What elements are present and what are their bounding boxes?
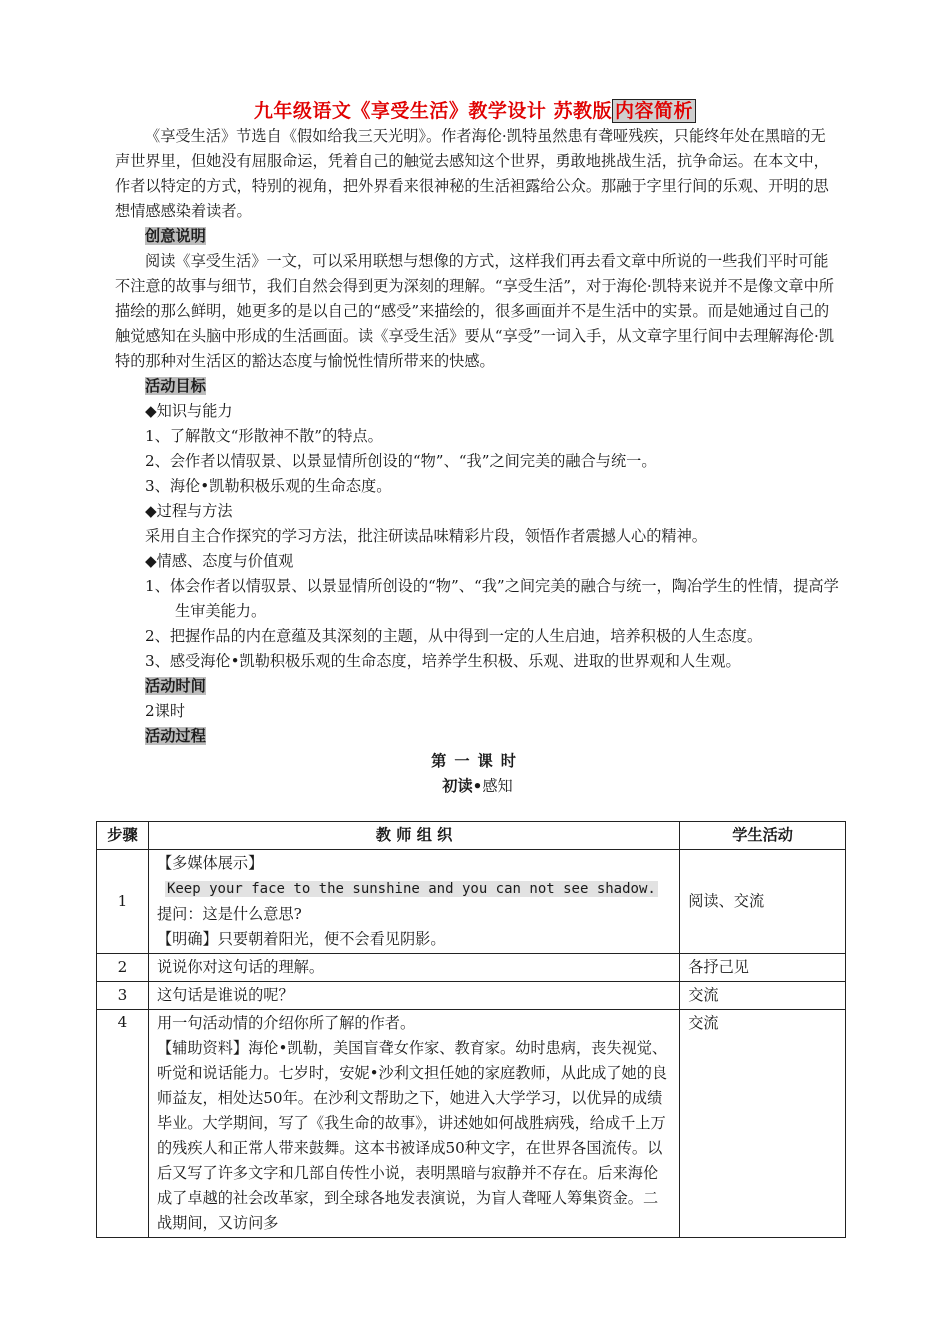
time-heading: 活动时间 — [145, 677, 206, 695]
student-cell: 阅读、交流 — [680, 850, 846, 954]
lesson-title: 第一课时 — [431, 752, 524, 770]
table-header-row — [97, 822, 846, 850]
teacher-cell: 这句话是谁说的呢？ — [148, 982, 679, 1010]
title-main: 九年级语文《享受生活》教学设计 苏教版 — [253, 100, 613, 122]
goal-emotion-title: ◆情感、态度与价值观 — [145, 552, 294, 570]
lesson-table — [96, 821, 846, 1238]
student-cell: 交流 — [680, 982, 846, 1010]
intro-paragraph: 《享受生活》节选自《假如给我三天光明》。作者海伦·凯特虽然患有聋哑残疾，只能终年处在黑暗的无声世界里，但她没有屈服命运，凭着自己的触觉去感知这个世界，勇敢地挑战生活，抗争命运。在本文中，作者以特定的方式，特别的视角，把外界看来很神秘的生活袒露给公众。那融于字里行间的乐观、开明的思想情感感染着读者。 — [115, 127, 829, 220]
header-teacher: 教 师 组 织 — [148, 822, 679, 850]
time-text: 2课时 — [145, 702, 186, 720]
table-row — [97, 1010, 846, 1238]
table-row — [97, 954, 846, 982]
creative-paragraph: 阅读《享受生活》一文，可以采用联想与想像的方式，这样我们再去看文章中所说的一些我们平时可能不注意的故事与细节，我们自然会得到更为深刻的理解。“享受生活”，对于海伦·凯特来说并不是像文章中所描绘的那么鲜明，她更多的是以自己的“感受”来描绘的，很多画面并不是生活中的实景。而是她通过自己的触觉感知在头脑中形成的生活画面。读《享受生活》要从“享受”一词入手，从文章字里行间中去理解海伦·凯特的那种对生活区的豁达态度与愉悦性情所带来的快感。 — [115, 252, 834, 370]
goal-emotion-item: 1、体会作者以情驭景、以景显情所创设的“物”、“我”之间完美的融合与统一，陶冶学生的性情，提高学生审美能力。 — [145, 577, 839, 620]
goal-emotion-item: 2、把握作品的内在意蕴及其深刻的主题，从中得到一定的人生启迪，培养积极的人生态度。 — [145, 627, 763, 645]
header-step: 步骤 — [97, 822, 149, 850]
title-highlight: 内容简析 — [612, 99, 696, 123]
lesson-subtitle: 初读•感知 — [442, 777, 513, 795]
supplementary-material: 【辅助资料】海伦•凯勒，美国盲聋女作家、教育家。幼时患病，丧失视觉、听觉和说话能力。七岁时，安妮•沙利文担任她的家庭教师，从此成了她的良师益友，相处达50年。在沙利文帮助之下，她进入大学学习，以优异的成绩毕业。大学期间，写了《我生命的故事》，讲述她如何战胜病残，给成千上万的残疾人和正常人带来鼓舞。这本书被译成50种文字，在世界各国流传。以后又写了许多文字和几部自传性小说，表明黑暗与寂静并不存在。后来海伦成了卓越的社会改革家，到全球各地发表演说，为盲人聋哑人筹集资金。二战期间，又访问多 — [156, 1039, 668, 1232]
goals-heading: 活动目标 — [145, 377, 206, 395]
goal-knowledge-item: 2、会作者以情驭景、以景显情所创设的“物”、“我”之间完美的融合与统一。 — [145, 452, 657, 470]
goal-emotion-item: 3、感受海伦•凯勒积极乐观的生命态度，培养学生积极、乐观、进取的世界观和人生观。 — [145, 652, 741, 670]
student-cell: 交流 — [680, 1010, 846, 1238]
header-student: 学生活动 — [680, 822, 846, 850]
step-number: 2 — [97, 954, 149, 982]
goal-emotion-list — [145, 574, 840, 674]
goal-knowledge-title: ◆知识与能力 — [145, 402, 233, 420]
goal-knowledge-item: 3、海伦•凯勒积极乐观的生命态度。 — [145, 477, 392, 495]
student-cell: 各抒己见 — [680, 954, 846, 982]
table-row — [97, 850, 846, 954]
document-title — [0, 96, 950, 123]
table-row — [97, 982, 846, 1010]
goal-process-text: 采用自主合作探究的学习方法，批注研读品味精彩片段，领悟作者震撼人心的精神。 — [145, 527, 707, 545]
activity-prompt: 用一句活动情的介绍你所了解的作者。 — [156, 1014, 416, 1032]
step-number: 1 — [97, 850, 149, 954]
answer-line: 【明确】只要朝着阳光，便不会看见阴影。 — [156, 930, 446, 948]
english-quote: Keep your face to the sunshine and you can not see shadow. — [166, 881, 656, 897]
teacher-cell — [148, 1010, 679, 1238]
document-body — [115, 124, 840, 799]
step-number: 3 — [97, 982, 149, 1010]
process-heading: 活动过程 — [145, 727, 206, 745]
step-number: 4 — [97, 1010, 149, 1238]
goal-process-title: ◆过程与方法 — [145, 502, 233, 520]
creative-heading: 创意说明 — [145, 227, 206, 245]
media-label: 【多媒体展示】 — [156, 854, 264, 872]
question-line: 提问：这是什么意思? — [156, 905, 302, 923]
teacher-cell: 说说你对这句话的理解。 — [148, 954, 679, 982]
teacher-cell — [148, 850, 679, 954]
goal-knowledge-item: 1、了解散文“形散神不散”的特点。 — [145, 427, 383, 445]
